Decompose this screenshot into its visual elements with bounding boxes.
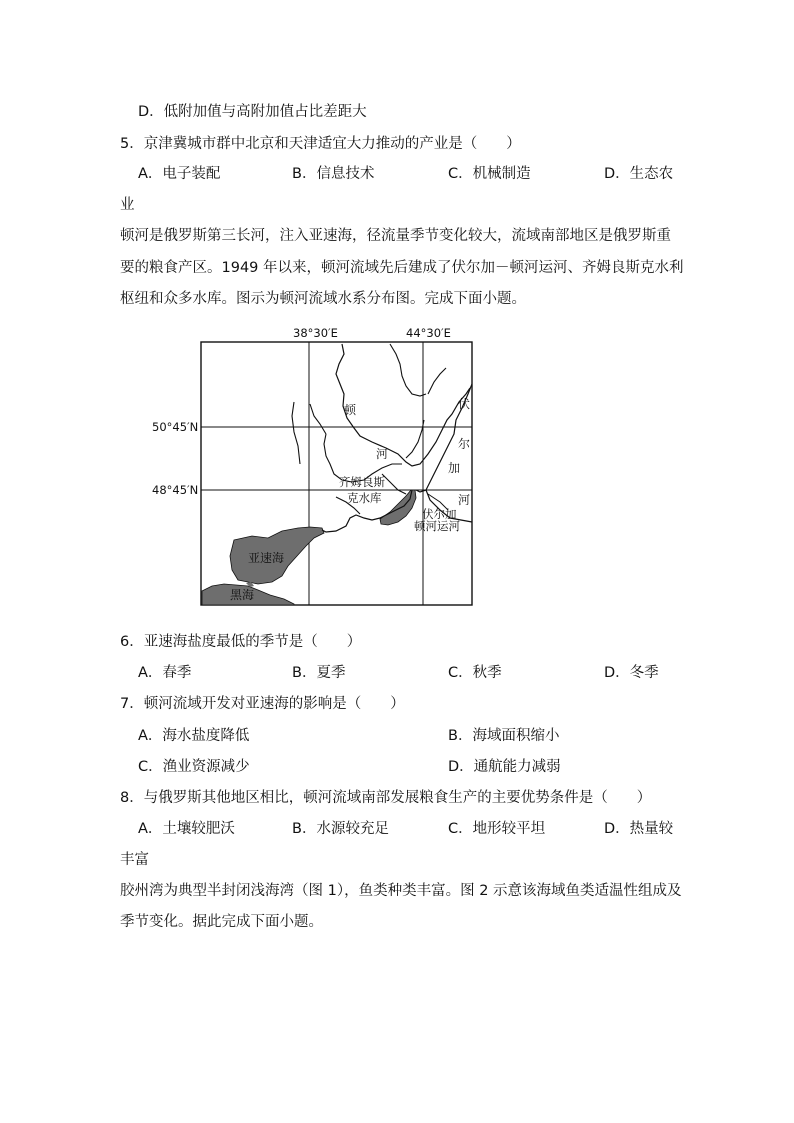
- label-reservoir-1: 齐姆良斯: [339, 475, 385, 489]
- lon-label-44-30: 44°30′E: [406, 326, 451, 340]
- passage1-line-1: 顿河是俄罗斯第三长河，注入亚速海，径流量季节变化较大，流域南部地区是俄罗斯重: [120, 228, 671, 244]
- label-canal-1: 伏尔加: [422, 507, 457, 521]
- don-river-map: [150, 324, 490, 614]
- label-volga-3: 加: [448, 461, 461, 475]
- q7-option-c: C．渔业资源减少: [138, 759, 250, 775]
- q5-option-c: C．机械制造: [448, 166, 531, 182]
- q6-stem: 6．亚速海盐度最低的季节是（ ）: [120, 634, 362, 650]
- label-volga-2: 尔: [458, 437, 471, 451]
- q5-option-b: B．信息技术: [292, 166, 375, 182]
- q4-option-d: D．低附加值与高附加值占比差距大: [138, 104, 367, 120]
- q8-stem: 8．与俄罗斯其他地区相比，顿河流域南部发展粮食生产的主要优势条件是（ ）: [120, 790, 652, 806]
- label-don-1: 顿: [344, 403, 357, 417]
- don-tributary-5: [310, 404, 326, 434]
- q7-option-a: A．海水盐度降低: [138, 728, 250, 744]
- q5-option-a: A．电子装配: [138, 166, 221, 182]
- q8-option-a: A．土壤较肥沃: [138, 821, 235, 837]
- don-tributary-7: [382, 474, 406, 494]
- q8-option-c: C．地形较平坦: [448, 821, 546, 837]
- don-tributary-1: [390, 344, 426, 396]
- q8-option-b: B．水源较充足: [292, 821, 389, 837]
- don-tributary-3: [406, 420, 424, 458]
- passage1-line-3: 枢纽和众多水库。图示为顿河流域水系分布图。完成下面小题。: [120, 291, 526, 307]
- passage1-line-2: 要的粮食产区。1949 年以来，顿河流域先后建成了伏尔加－顿河运河、齐姆良斯克水利: [120, 260, 684, 276]
- q6-option-c: C．秋季: [448, 665, 502, 681]
- passage2-line-1: 胶州湾为典型半封闭浅海湾（图 1），鱼类种类丰富。图 2 示意该海域鱼类适温性组成及: [120, 883, 682, 899]
- label-volga-1: 伏: [458, 397, 471, 411]
- q5-option-d-wrap: 业: [120, 197, 135, 213]
- q5-stem: 5．京津冀城市群中北京和天津适宜大力推动的产业是（ ）: [120, 136, 521, 152]
- q5-option-d: D．生态农: [604, 166, 674, 182]
- q8-option-d-wrap: 丰富: [120, 852, 149, 868]
- q6-option-b: B．夏季: [292, 665, 346, 681]
- q7-stem: 7．顿河流域开发对亚速海的影响是（ ）: [120, 696, 405, 712]
- label-sea-azov: 亚速海: [248, 551, 285, 565]
- label-black-sea: 黑海: [230, 588, 255, 602]
- lat-label-48-45: 48°45′N: [152, 483, 199, 497]
- don-tributary-2: [428, 368, 446, 394]
- q7-option-b: B．海域面积缩小: [448, 728, 560, 744]
- q7-option-d: D．通航能力减弱: [448, 759, 561, 775]
- passage2-line-2: 季节变化。据此完成下面小题。: [120, 914, 323, 930]
- don-tributary-6: [292, 402, 300, 464]
- q8-option-d: D．热量较: [604, 821, 674, 837]
- label-canal-2: 顿河运河: [414, 519, 460, 533]
- lon-label-38-30: 38°30′E: [293, 326, 338, 340]
- q6-option-d: D．冬季: [604, 665, 659, 681]
- q6-option-a: A．春季: [138, 665, 192, 681]
- label-volga-4: 河: [458, 493, 471, 507]
- label-reservoir-2: 克水库: [347, 491, 382, 505]
- label-don-2: 河: [376, 447, 389, 461]
- lat-label-50-45: 50°45′N: [152, 420, 199, 434]
- don-river-main: [336, 344, 470, 466]
